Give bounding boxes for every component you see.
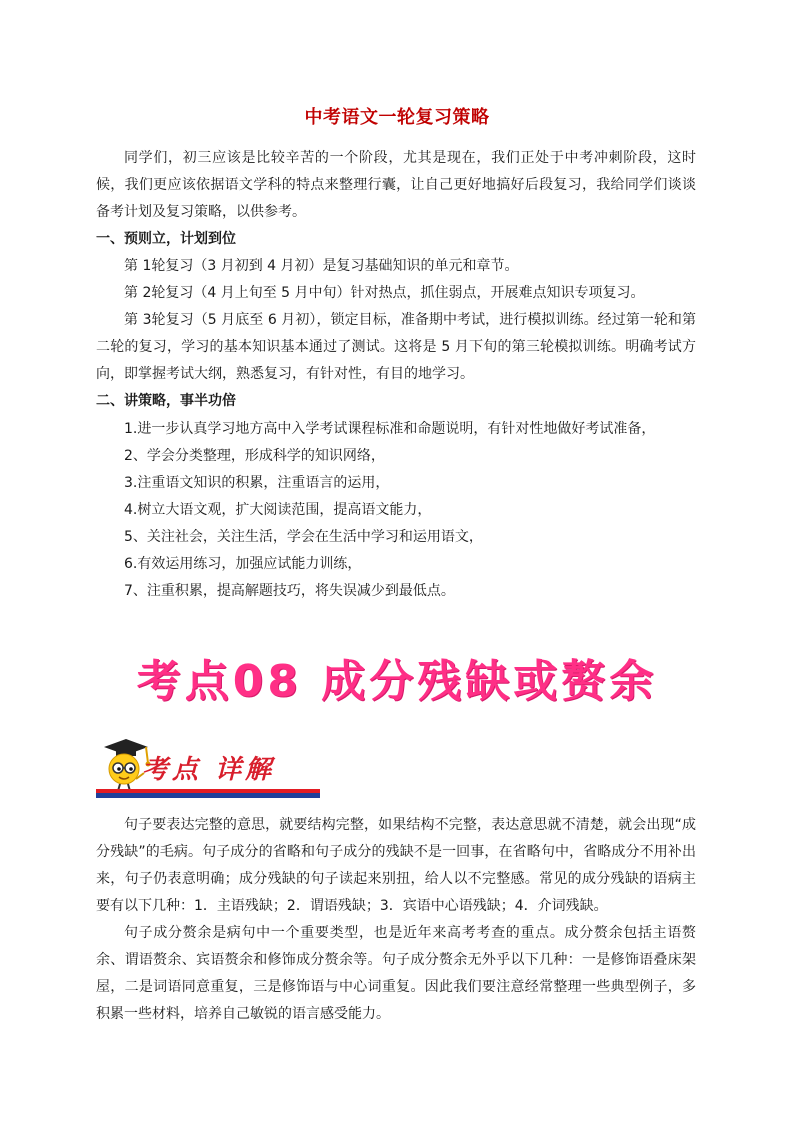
section1-line1: 第 1轮复习（3 月初到 4 月初）是复习基础知识的单元和章节。 [124,258,519,274]
section1-heading: 一、预则立，计划到位 [96,231,236,247]
banner-blue-bar [96,793,320,798]
list-item: 6.有效运用练习，加强应试能力训练， [124,556,362,572]
banner-label: 考点 详解 [142,755,276,785]
list-item: 5、关注社会，关注生活，学会在生活中学习和运用语文， [124,529,483,545]
section1-line2: 第 2轮复习（4 月上旬至 5 月中旬）针对热点，抓住弱点，开展难点知识专项复习。 [124,285,645,301]
topic-title: 考点08 成分残缺或赘余 [136,656,658,707]
document-title: 中考语文一轮复习策略 [304,107,490,128]
intro-paragraph: 同学们，初三应该是比较辛苦的一个阶段，尤其是现在，我们正处于中考冲刺阶段，这时候，我们更应该依据语文学科的特点来整理行囊，让自己更好地搞好后段复习，我给同学们谈谈备考计划及复习策略，以供参考。 [96,150,696,220]
list-item: 1.进一步认真学习地方高中入学考试课程标准和命题说明，有针对性地做好考试准备， [124,421,656,437]
body-paragraph2: 句子成分赘余是病句中一个重要类型，也是近年来高考考查的重点。成分赘余包括主语赘余、谓语赘余、宾语赘余和修饰成分赘余等。句子成分赘余无外乎以下几种：一是修饰语叠床架屋，二是词语同意重复，三是修饰语与中心词重复。因此我们要注意经常整理一些典型例子，多积累一些材料，培养自己敏锐的语言感受能力。 [96,925,696,1022]
list-item: 4.树立大语文观，扩大阅读范围，提高语文能力， [124,502,432,518]
list-item: 7、注重积累，提高解题技巧，将失误减少到最低点。 [124,583,455,599]
list-item: 2、学会分类整理，形成科学的知识网络， [124,448,385,464]
section2-heading: 二、讲策略，事半功倍 [96,393,236,409]
section1-paragraph3: 第 3轮复习（5 月底至 6 月初），锁定目标，准备期中考试，进行模拟训练。经过第一轮和第二轮的复习，学习的基本知识基本通过了测试。这将是 5 月下旬的第三轮模拟训练。明确考试方向，即掌握考试大纲，熟悉复习，有针对性，有目的地学习。 [96,312,696,382]
section-banner [96,735,320,801]
list-item: 3.注重语文知识的积累，注重语言的运用， [124,475,390,491]
body-paragraph1: 句子要表达完整的意思，就要结构完整，如果结构不完整，表达意思就不清楚，就会出现“成分残缺”的毛病。句子成分的省略和句子成分的残缺不是一回事，在省略句中，省略成分不用补出来，句子仍表意明确；成分残缺的句子读起来别扭，给人以不完整感。常见的成分残缺的语病主要有以下几种：1．主语残缺；2．谓语残缺；3．宾语中心语残缺；4．介词残缺。 [96,817,696,914]
